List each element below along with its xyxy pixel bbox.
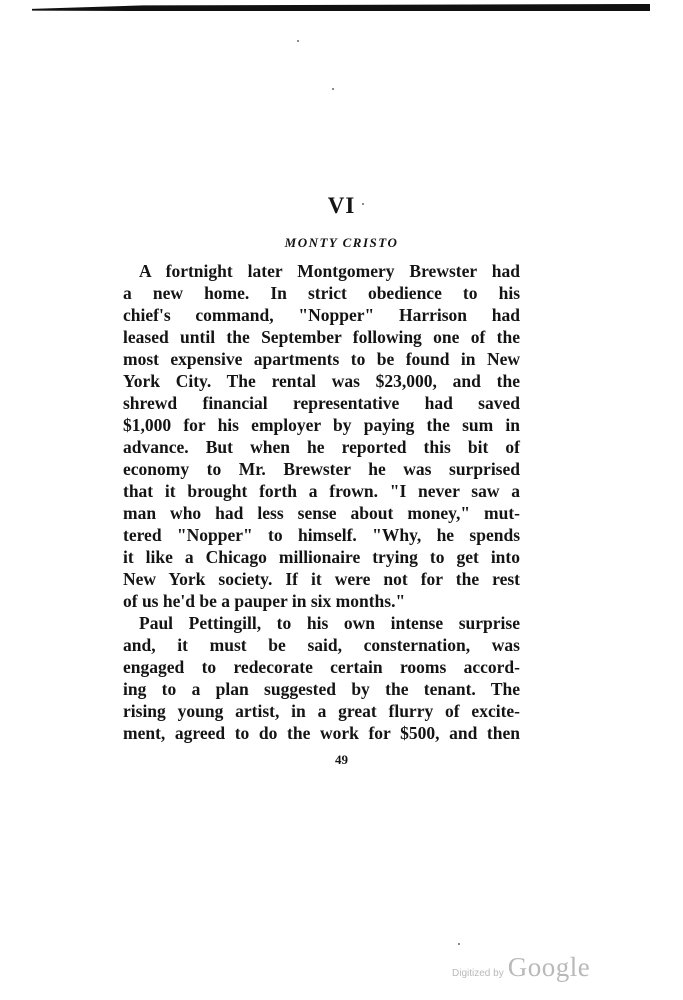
text-line: a new home. In strict obedience to his <box>123 283 520 303</box>
paper-speck <box>458 943 460 945</box>
text-line: A fortnight later Montgomery Brewster had <box>139 261 520 281</box>
text-line: it like a Chicago millionaire trying to get into <box>123 547 520 567</box>
google-logo: Google <box>507 952 591 982</box>
text-line: Paul Pettingill, to his own intense surprise <box>139 613 520 633</box>
text-line: engaged to redecorate certain rooms accord- <box>123 657 520 677</box>
text-line: leased until the September following one of the <box>123 327 520 347</box>
text-line: and, it must be said, consternation, was <box>123 635 520 655</box>
text-line: ment, agreed to do the work for $500, and then <box>123 723 520 743</box>
text-line: advance. But when he reported this bit of <box>123 437 520 457</box>
page-number: 49 <box>335 752 348 767</box>
chapter-title: MONTY CRISTO <box>284 235 399 250</box>
top-border-rule <box>32 4 650 11</box>
text-line: chief's command, "Nopper" Harrison had <box>123 305 520 325</box>
text-line: ing to a plan suggested by the tenant. The <box>123 679 520 699</box>
text-line: most expensive apartments to be found in New <box>123 349 520 369</box>
body-text <box>123 260 520 744</box>
chapter-number: VI <box>327 193 356 218</box>
text-line: York City. The rental was $23,000, and the <box>123 371 520 391</box>
text-line: rising young artist, in a great flurry of excite- <box>123 701 520 721</box>
watermark-prefix: Digitized by <box>452 968 504 979</box>
paper-speck <box>297 40 299 42</box>
text-line: of us he'd be a pauper in six months." <box>123 591 406 611</box>
text-line: economy to Mr. Brewster he was surprised <box>123 459 520 479</box>
text-line: man who had less sense about money," mut- <box>123 503 520 523</box>
text-line: $1,000 for his employer by paying the sum in <box>123 415 520 435</box>
text-line: tered "Nopper" to himself. "Why, he spends <box>123 525 520 545</box>
text-line: that it brought forth a frown. "I never saw a <box>123 481 520 501</box>
text-line: shrewd financial representative had saved <box>123 393 520 413</box>
text-line: New York society. If it were not for the rest <box>123 569 520 589</box>
digitized-by-google-watermark <box>452 952 590 983</box>
paper-speck <box>332 88 334 90</box>
